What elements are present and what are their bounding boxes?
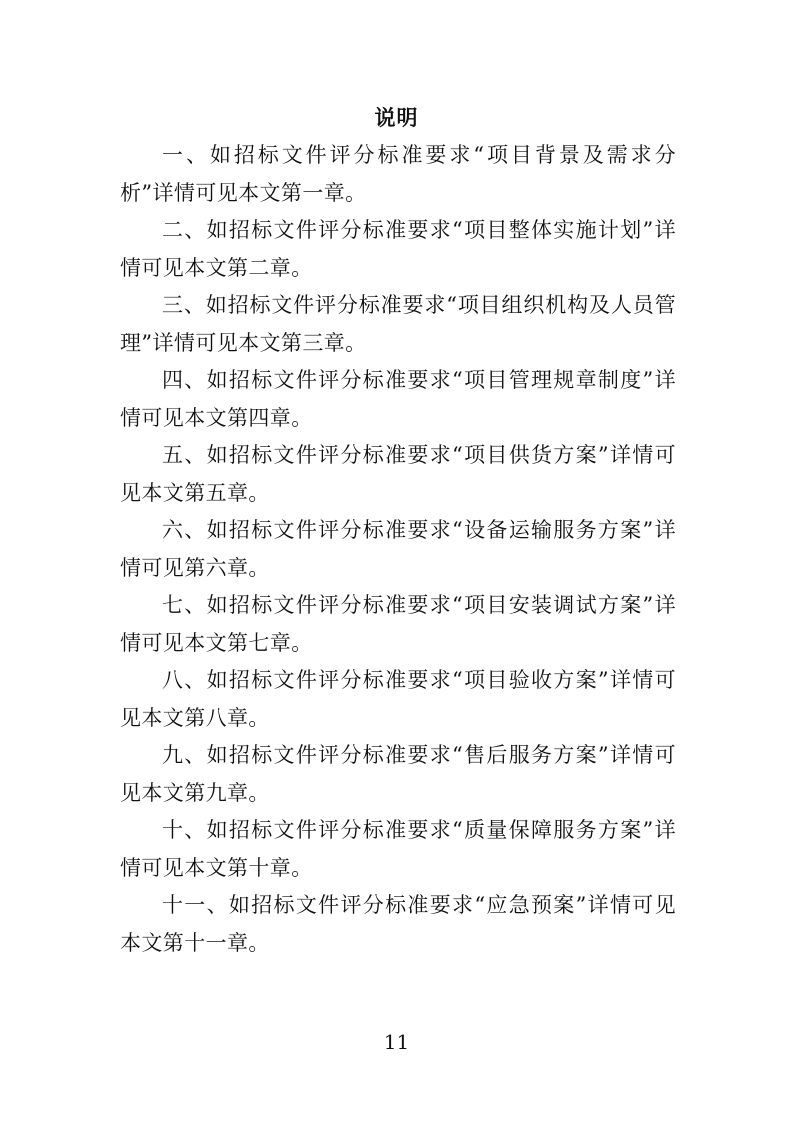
paragraph-9: 九、如招标文件评分标准要求“售后服务方案”详情可见本文第九章。 [120,743,676,805]
paragraph-3: 三、如招标文件评分标准要求“项目组织机构及人员管理”详情可见本文第三章。 [120,293,676,355]
document-body [120,137,676,962]
paragraph-6: 六、如招标文件评分标准要求“设备运输服务方案”详情可见第六章。 [120,518,676,580]
paragraph-5: 五、如招标文件评分标准要求“项目供货方案”详情可见本文第五章。 [120,443,676,505]
paragraph-8: 八、如招标文件评分标准要求“项目验收方案”详情可见本文第八章。 [120,668,676,730]
paragraph-10: 十、如招标文件评分标准要求“质量保障服务方案”详情可见本文第十章。 [120,818,676,880]
document-title: 说明 [374,105,419,130]
paragraph-11: 十一、如招标文件评分标准要求“应急预案”详情可见本文第十一章。 [120,893,676,955]
page-number: 11 [383,1030,410,1054]
paragraph-4: 四、如招标文件评分标准要求“项目管理规章制度”详情可见本文第四章。 [120,368,676,430]
paragraph-2: 二、如招标文件评分标准要求“项目整体实施计划”详情可见本文第二章。 [120,218,676,280]
paragraph-1: 一、如招标文件评分标准要求“项目背景及需求分析”详情可见本文第一章。 [120,143,676,205]
paragraph-7: 七、如招标文件评分标准要求“项目安装调试方案”详情可见本文第七章。 [120,593,676,655]
